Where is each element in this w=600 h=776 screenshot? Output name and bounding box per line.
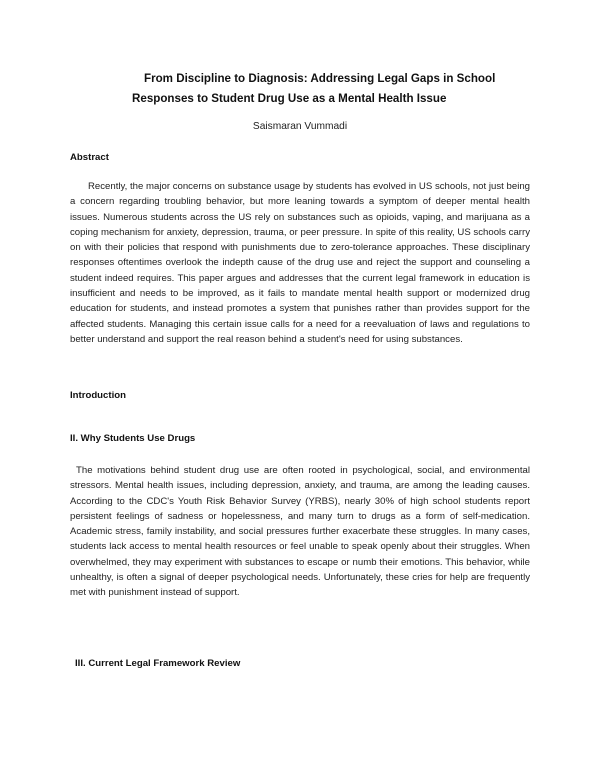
section-2-heading: II. Why Students Use Drugs <box>70 433 196 444</box>
author-name: Saismaran Vummadi <box>252 121 348 132</box>
abstract-heading: Abstract <box>70 152 109 163</box>
paper-title-line-1: From Discipline to Diagnosis: Addressing Legal Gaps in School <box>144 72 496 85</box>
paper-title <box>132 69 532 109</box>
section-3-heading: III. Current Legal Framework Review <box>75 658 241 669</box>
paper-title-line-2: Responses to Student Drug Use as a Mental Health Issue <box>132 92 447 105</box>
introduction-heading: Introduction <box>70 390 126 401</box>
section-2-paragraph: The motivations behind student drug use are often rooted in psychological, social, and environmental stressors. Mental health issues, including depression, anxiety, and trauma, are among the leading causes. According to the CDC's Youth Risk Behavior Survey (YRBS), nearly 30% of high school students report persistent feelings of sadness or hopelessness, and many turn to drugs as a form of self-medication. Academic stress, family instability, and social pressures further exacerbate these struggles. In many cases, students lack access to mental health resources or feel unable to speak openly about their struggles. When overwhelmed, they may experiment with substances to escape or numb their emotions. This behavior, while unhealthy, is often a signal of deeper psychological needs. Unfortunately, these cries for help are frequently met with punishment instead of support. <box>70 465 530 599</box>
abstract-paragraph: Recently, the major concerns on substance usage by students has evolved in US schools, not just being a concern regarding troubling behavior, but more leaning towards a symptom of deeper mental health issues. Numerous students across the US rely on substances such as opioids, vaping, and marijuana as a coping mechanism for anxiety, depression, trauma, or peer pressure. In spite of this reality, US schools carry on with their policies that respond with punishments due to zero-tolerance approaches. These disciplinary responses oftentimes overlook the indepth cause of the drug use and reject the support and counseling a student indeed requires. This paper argues and addresses that the current legal framework in education is insufficient and needs to be improved, as it fails to mandate mental health support or modernized drug education for students, and instead promotes a system that punishes rather than provides support for the affected students. Managing this certain issue calls for a need for a reevaluation of laws and regulations to better understand and support the real reason behind a student's need for using substances. <box>70 181 530 345</box>
